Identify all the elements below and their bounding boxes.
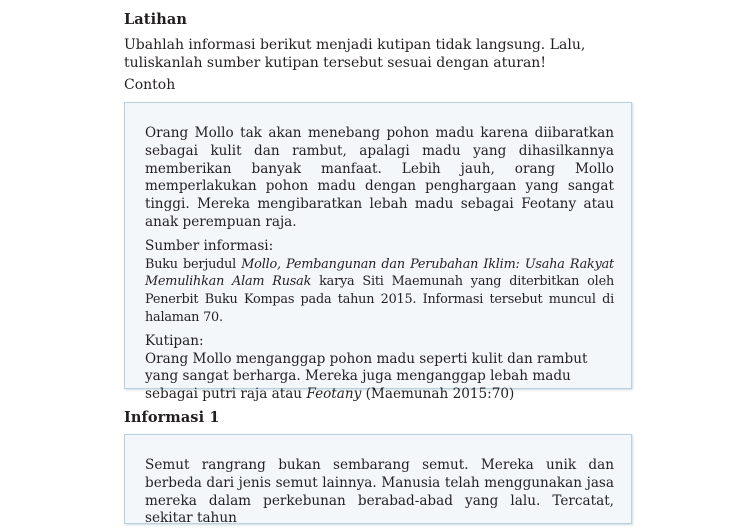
source-prefix: Buku berjudul: [145, 256, 242, 272]
source-text: [145, 256, 614, 327]
source-book-title: Mollo, Pembangunan dan Perubahan Iklim: Usaha Rakyat Memulihkan Alam Rusak: [145, 256, 614, 290]
quote-prefix: Orang Mollo menganggap pohon madu seperti kulit dan rambut yang sangat berharga. Mereka juga menganggap lebah madu sebagai putri raja atau: [145, 350, 588, 403]
example-box: [124, 102, 632, 403]
quote-citation: (Maemunah 2015:70): [361, 386, 515, 403]
exercise-instruction: Ubahlah informasi berikut menjadi kutipan tidak langsung. Lalu, tuliskanlah sumber kutipan tersebut sesuai dengan aturan!: [124, 37, 586, 71]
quote-text: [145, 351, 614, 404]
example-label: Contoh: [124, 77, 176, 93]
example-box-content: [145, 125, 614, 404]
section-title-informasi-1: Informasi 1: [124, 409, 220, 426]
example-paragraph: Orang Mollo tak akan menebang pohon madu karena diibaratkan sebagai kulit dan rambut, apalagi madu yang dihasilkannya memberikan banyak manfaat. Lebih jauh, orang Mollo memperlakukan pohon madu dengan penghargaan yang sangat tinggi. Mereka mengibaratkan lebah madu sebagai Feotany atau anak perempuan raja.: [145, 125, 614, 230]
source-suffix: karya Siti Maemunah yang diterbitkan oleh Penerbit Buku Kompas pada tahun 2015. Informasi tersebut muncul di halaman 70.: [145, 274, 614, 325]
information-1-content: [145, 457, 614, 528]
information-1-paragraph: Semut rangrang bukan sembarang semut. Mereka unik dan berbeda dari jenis semut lainnya. Manusia telah menggunakan jasa mereka dalam perkebunan berabad-abad yang lalu. Tercatat, sekitar tahun: [145, 457, 614, 527]
source-label: Sumber informasi:: [145, 237, 274, 254]
quote-label: Kutipan:: [145, 332, 204, 349]
section-title-latihan: Latihan: [124, 11, 187, 28]
information-1-box: [124, 434, 632, 527]
quote-italic-term: Feotany: [306, 386, 362, 403]
